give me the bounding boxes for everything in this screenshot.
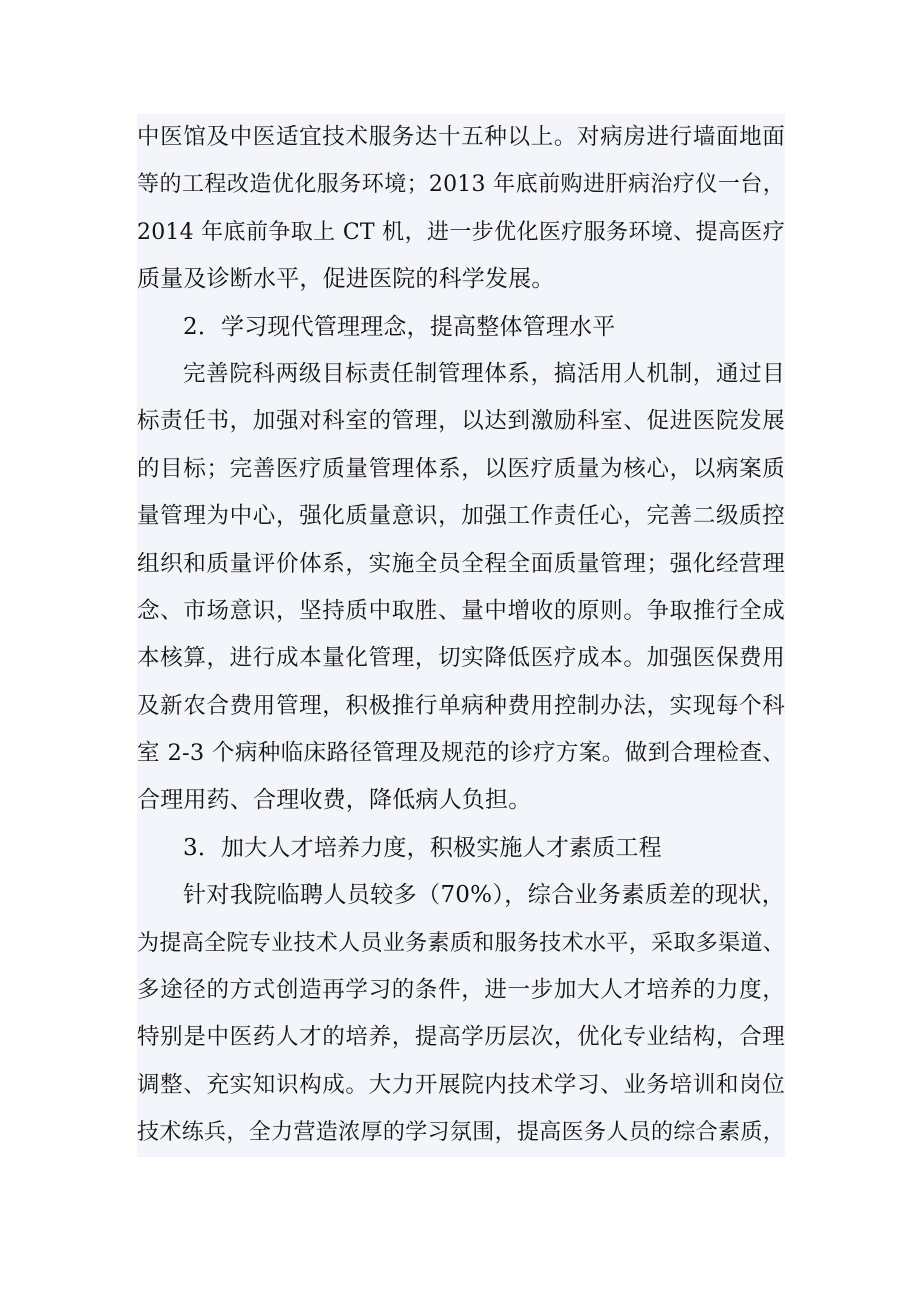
- text-line: 调整、充实知识构成。大力开展院内技术学习、业务培训和岗位: [137, 1071, 785, 1098]
- section-heading-3: 3．加大人才培养力度，积极实施人才素质工程: [183, 834, 662, 861]
- text-line: 及新农合费用管理，积极推行单病种费用控制办法，实现每个科: [137, 692, 785, 719]
- body-text: [137, 114, 785, 1157]
- text-line: 的目标；完善医疗质量管理体系，以医疗质量为核心，以病案质: [137, 455, 785, 482]
- text-line: 特别是中医药人才的培养，提高学历层次，优化专业结构，合理: [137, 1024, 785, 1051]
- text-line: 等的工程改造优化服务环境；2013 年底前购进肝病治疗仪一台，: [137, 172, 785, 198]
- text-line: 为提高全院专业技术人员业务素质和服务技术水平，采取多渠道、: [137, 930, 785, 956]
- text-line: 针对我院临聘人员较多（70%），综合业务素质差的现状，: [183, 882, 785, 909]
- text-line: 量管理为中心，强化质量意识，加强工作责任心，完善二级质控: [137, 503, 785, 530]
- text-line: 多途径的方式创造再学习的条件，进一步加大人才培养的力度，: [137, 977, 785, 1004]
- text-line: 组织和质量评价体系，实施全员全程全面质量管理；强化经营理: [137, 550, 785, 577]
- text-line: 室 2-3 个病种临床路径管理及规范的诊疗方案。做到合理检查、: [137, 740, 785, 767]
- text-line: 2014 年底前争取上 CT 机，进一步优化医疗服务环境、提高医疗: [137, 219, 785, 245]
- text-line: 技术练兵，全力营造浓厚的学习氛围，提高医务人员的综合素质，: [137, 1120, 785, 1146]
- section-heading-2: 2．学习现代管理理念，提高整体管理水平: [183, 313, 616, 340]
- text-line: 合理用药、合理收费，降低病人负担。: [137, 787, 532, 814]
- text-line: 本核算，进行成本量化管理，切实降低医疗成本。加强医保费用: [137, 645, 785, 672]
- text-line: 标责任书，加强对科室的管理，以达到激励科室、促进医院发展: [137, 408, 785, 435]
- text-line: 质量及诊断水平，促进医院的科学发展。: [137, 266, 555, 293]
- text-line: 念、市场意识，坚持质中取胜、量中增收的原则。争取推行全成: [137, 597, 785, 624]
- text-line: 中医馆及中医适宜技术服务达十五种以上。对病房进行墙面地面: [137, 124, 785, 150]
- text-line: 完善院科两级目标责任制管理体系，搞活用人机制，通过目: [183, 360, 785, 387]
